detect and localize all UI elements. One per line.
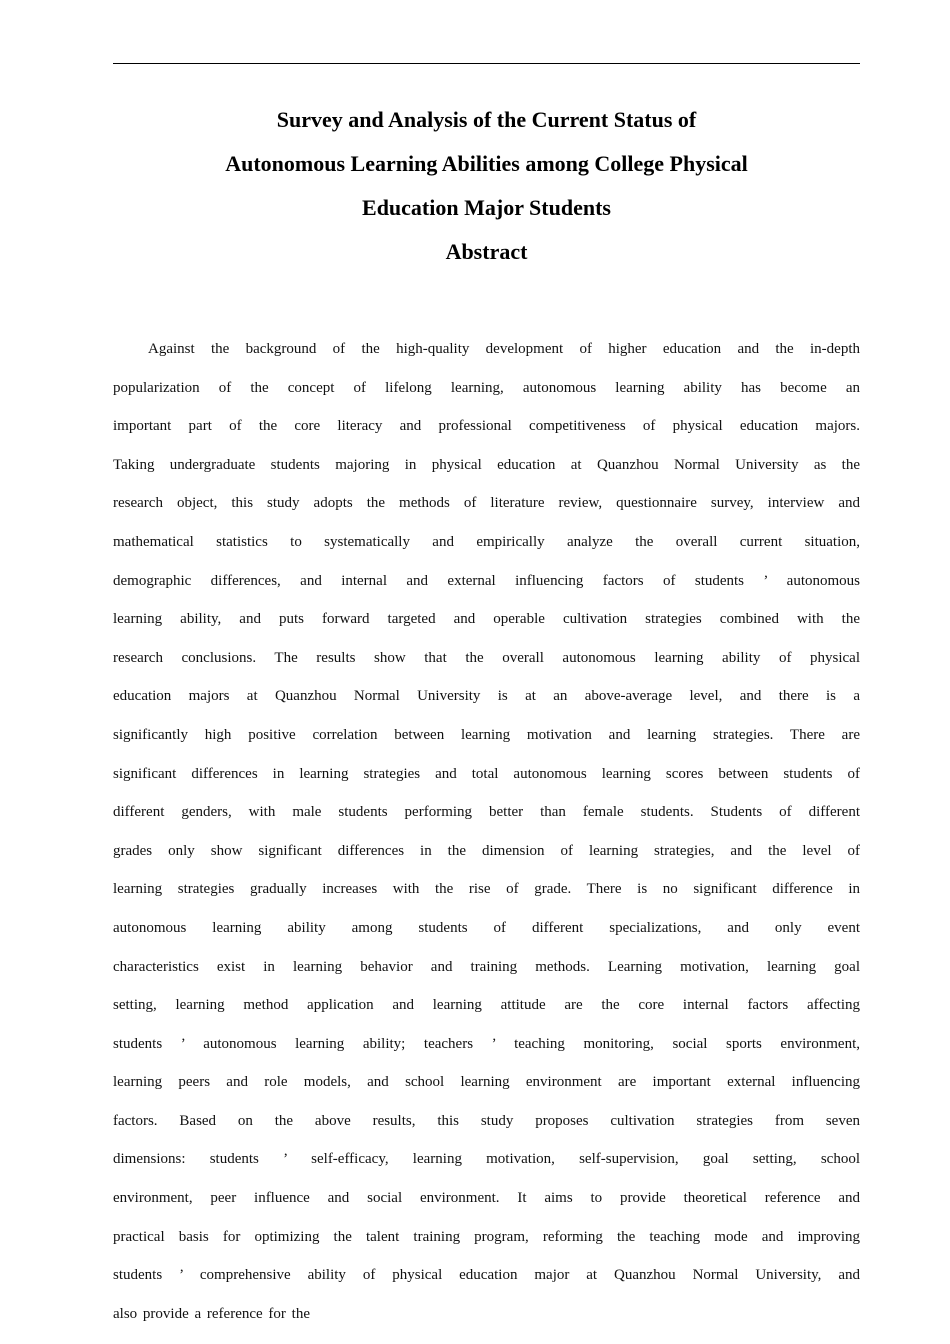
abstract-line: learning strategies gradually increases with the rise of grade. There is no significant difference in	[113, 881, 860, 898]
header-rule	[113, 63, 860, 64]
abstract-line: characteristics exist in learning behavior and training methods. Learning motivation, learning goal	[113, 958, 860, 975]
abstract-body	[113, 330, 860, 1333]
title-line: Education Major Students	[362, 195, 611, 220]
abstract-line: practical basis for optimizing the talent training program, reforming the teaching mode and improving	[113, 1228, 860, 1245]
abstract-line: also provide a reference for the	[113, 1305, 310, 1322]
abstract-line: students ’ comprehensive ability of physical education major at Quanzhou Normal University, and	[113, 1267, 860, 1284]
abstract-line: learning peers and role models, and school learning environment are important external influencing	[113, 1074, 860, 1091]
abstract-line: grades only show significant differences in the dimension of learning strategies, and the level of	[113, 842, 860, 859]
title-line: Survey and Analysis of the Current Status of	[276, 107, 697, 132]
abstract-line: autonomous learning ability among students of different specializations, and only event	[113, 919, 860, 936]
abstract-line: popularization of the concept of lifelong learning, autonomous learning ability has become an	[113, 379, 860, 396]
abstract-line: learning ability, and puts forward targeted and operable cultivation strategies combined with the	[113, 611, 860, 628]
abstract-line: Taking undergraduate students majoring in physical education at Quanzhou Normal University as the	[113, 456, 860, 473]
abstract-line: important part of the core literacy and professional competitiveness of physical education majors.	[113, 418, 860, 435]
abstract-heading: Abstract	[445, 239, 528, 264]
paper-title	[113, 98, 860, 230]
abstract-line: factors. Based on the above results, this study proposes cultivation strategies from seven	[113, 1112, 860, 1129]
abstract-line: Against the background of the high-quality development of higher education and the in-depth	[148, 341, 860, 357]
abstract-line: significant differences in learning strategies and total autonomous learning scores between students of	[113, 765, 860, 782]
abstract-line: mathematical statistics to systematically and empirically analyze the overall current situation,	[113, 533, 860, 550]
abstract-line: setting, learning method application and learning attitude are the core internal factors affecting	[113, 997, 860, 1014]
title-line: Autonomous Learning Abilities among College Physical	[225, 151, 748, 176]
abstract-line: significantly high positive correlation between learning motivation and learning strategies. There are	[113, 726, 860, 743]
abstract-line: research object, this study adopts the methods of literature review, questionnaire survey, interview and	[113, 495, 860, 512]
abstract-line: dimensions: students ’ self-efficacy, learning motivation, self-supervision, goal setting, school	[113, 1151, 860, 1168]
abstract-line: education majors at Quanzhou Normal University is at an above-average level, and there is a	[113, 688, 860, 705]
abstract-line: different genders, with male students performing better than female students. Students of different	[113, 804, 860, 821]
abstract-line: research conclusions. The results show that the overall autonomous learning ability of physical	[113, 649, 860, 666]
abstract-line: students ’ autonomous learning ability; teachers ’ teaching monitoring, social sports environment,	[113, 1035, 860, 1052]
abstract-line: environment, peer influence and social environment. It aims to provide theoretical reference and	[113, 1190, 860, 1207]
abstract-line: demographic differences, and internal and external influencing factors of students ’ autonomous	[113, 572, 860, 589]
